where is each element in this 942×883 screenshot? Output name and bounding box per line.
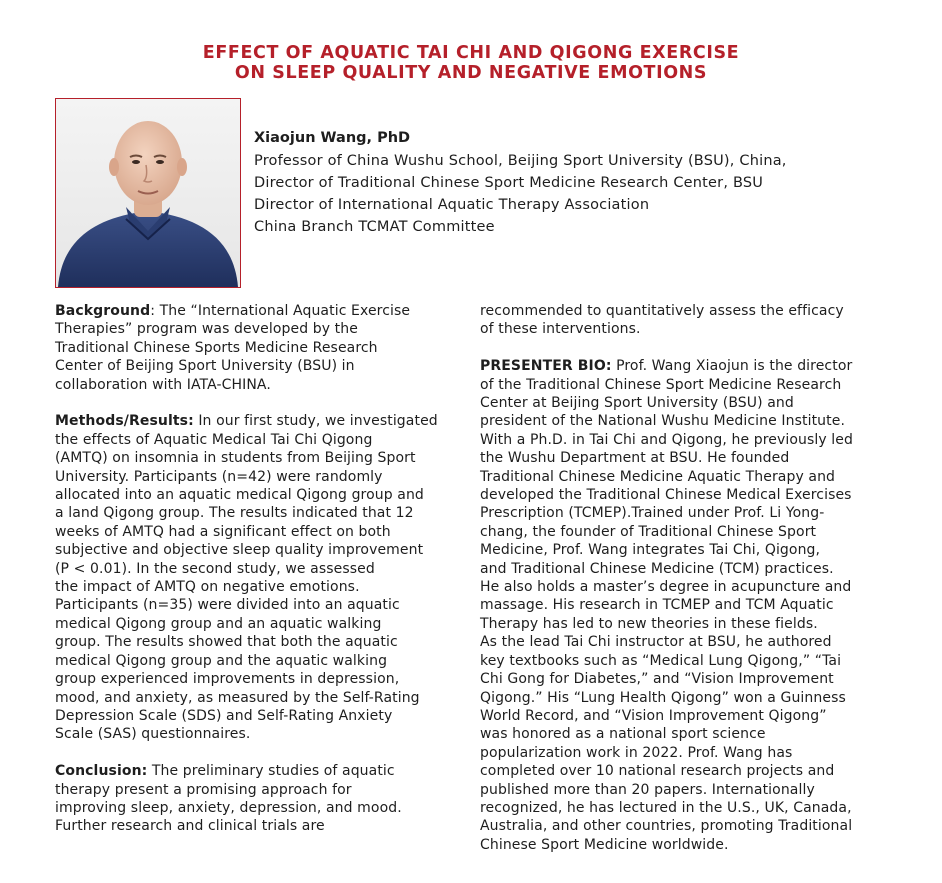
bio-text: Prescription (TCMEP).Trained under Prof. Li Yong-	[480, 505, 825, 522]
bio-text: massage. His research in TCMEP and TCM Aquatic	[480, 597, 834, 614]
methods-text: weeks of AMTQ had a significant effect on both	[55, 523, 391, 540]
bio-text: As the lead Tai Chi instructor at BSU, he authored	[480, 634, 832, 651]
bio-text: president of the National Wushu Medicine Institute.	[480, 413, 845, 430]
methods-text: Participants (n=35) were divided into an aquatic	[55, 597, 400, 614]
bio-paragraph	[480, 357, 885, 854]
methods-text: the effects of Aquatic Medical Tai Chi Qigong	[55, 431, 373, 448]
background-paragraph	[55, 302, 455, 394]
methods-text: medical Qigong group and the aquatic walking	[55, 652, 388, 669]
bio-text: of the Traditional Chinese Sport Medicine Research	[480, 376, 842, 393]
bio-text: Chi Gong for Diabetes,” and “Vision Improvement	[480, 671, 834, 688]
methods-text: (P < 0.01). In the second study, we assessed	[55, 560, 375, 577]
conclusion-text: of these interventions.	[480, 321, 641, 338]
methods-text: mood, and anxiety, as measured by the Self-Rating	[55, 689, 420, 706]
background-label: Background	[55, 303, 151, 319]
affiliation-line: Professor of China Wushu School, Beijing Sport University (BSU), China,	[254, 153, 787, 169]
bio-text: Prof. Wang Xiaojun is the director	[611, 358, 853, 375]
conclusion-text: The preliminary studies of aquatic	[147, 763, 395, 780]
conclusion-text: Further research and clinical trials are	[55, 818, 325, 835]
methods-text: group. The results showed that both the aquatic	[55, 634, 398, 651]
bio-text: Therapy has led to new theories in these fields.	[480, 615, 818, 632]
methods-text: Scale (SAS) questionnaires.	[55, 726, 251, 743]
background-text: Traditional Chinese Sports Medicine Research	[55, 339, 378, 356]
bio-text: key textbooks such as “Medical Lung Qigong,” “Tai	[480, 652, 842, 669]
bio-text: the Wushu Department at BSU. He founded	[480, 450, 790, 467]
methods-text: University. Participants (n=42) were randomly	[55, 468, 383, 485]
bio-text: Chinese Sport Medicine worldwide.	[480, 836, 729, 853]
left-column	[55, 302, 455, 854]
affiliation-line: Director of International Aquatic Therapy Association	[254, 197, 650, 213]
title-line-1: EFFECT OF AQUATIC TAI CHI AND QIGONG EXERCISE	[202, 43, 740, 63]
methods-text: (AMTQ) on insomnia in students from Beijing Sport	[55, 450, 416, 467]
presenter-name: Xiaojun Wang, PhD	[254, 130, 411, 146]
bio-text: Qigong.” His “Lung Health Qigong” won a Guinness	[480, 689, 846, 706]
bio-text: chang, the founder of Traditional Chinese Sport	[480, 523, 817, 540]
methods-label: Methods/Results:	[55, 413, 194, 430]
page-title	[0, 43, 942, 83]
portrait-image	[56, 99, 240, 287]
conclusion-continued	[480, 302, 885, 339]
conclusion-paragraph	[55, 762, 455, 836]
bio-text: Center at Beijing Sport University (BSU) and	[480, 395, 794, 412]
methods-text: allocated into an aquatic medical Qigong group and	[55, 487, 424, 504]
presenter-photo	[55, 98, 241, 288]
bio-text: published more than 20 papers. Internationally	[480, 781, 815, 798]
bio-text: Medicine, Prof. Wang integrates Tai Chi, Qigong,	[480, 542, 821, 559]
bio-text: He also holds a master’s degree in acupuncture and	[480, 579, 852, 596]
right-column	[480, 302, 885, 873]
bio-text: and Traditional Chinese Medicine (TCM) practices.	[480, 560, 834, 577]
conclusion-text: improving sleep, anxiety, depression, and mood.	[55, 799, 402, 816]
methods-paragraph	[55, 412, 455, 743]
conclusion-label: Conclusion:	[55, 763, 148, 780]
methods-text: subjective and objective sleep quality improvement	[55, 542, 424, 559]
conclusion-text: therapy present a promising approach for	[55, 781, 352, 798]
bio-label: PRESENTER BIO:	[480, 358, 612, 375]
bio-text: With a Ph.D. in Tai Chi and Qigong, he previously led	[480, 431, 853, 448]
bio-text: World Record, and “Vision Improvement Qigong”	[480, 707, 827, 724]
methods-text: medical Qigong group and an aquatic walking	[55, 615, 382, 632]
methods-text: Depression Scale (SDS) and Self-Rating Anxiety	[55, 707, 393, 724]
presenter-header	[254, 128, 914, 238]
background-text: : The “International Aquatic Exercise	[150, 303, 411, 319]
bio-text: Traditional Chinese Medicine Aquatic Therapy and	[480, 468, 836, 485]
methods-text: the impact of AMTQ on negative emotions.	[55, 579, 360, 596]
methods-text: In our first study, we investigated	[193, 413, 438, 430]
methods-text: a land Qigong group. The results indicated that 12	[55, 505, 414, 522]
methods-text: group experienced improvements in depression,	[55, 671, 400, 688]
bio-text: developed the Traditional Chinese Medical Exercises	[480, 487, 852, 504]
affiliation-line: Director of Traditional Chinese Sport Medicine Research Center, BSU	[254, 175, 764, 191]
bio-text: Australia, and other countries, promoting Traditional	[480, 818, 853, 835]
affiliation-line: China Branch TCMAT Committee	[254, 219, 495, 235]
bio-text: recognized, he has lectured in the U.S., UK, Canada,	[480, 799, 852, 816]
background-text: Center of Beijing Sport University (BSU) in	[55, 358, 355, 375]
background-text: collaboration with IATA-CHINA.	[55, 376, 271, 393]
conclusion-text: recommended to quantitatively assess the efficacy	[480, 303, 844, 319]
background-text: Therapies” program was developed by the	[55, 321, 358, 338]
bio-text: completed over 10 national research projects and	[480, 763, 835, 780]
bio-text: popularization work in 2022. Prof. Wang has	[480, 744, 793, 761]
title-line-2: ON SLEEP QUALITY AND NEGATIVE EMOTIONS	[234, 63, 708, 83]
bio-text: was honored as a national sport science	[480, 726, 766, 743]
